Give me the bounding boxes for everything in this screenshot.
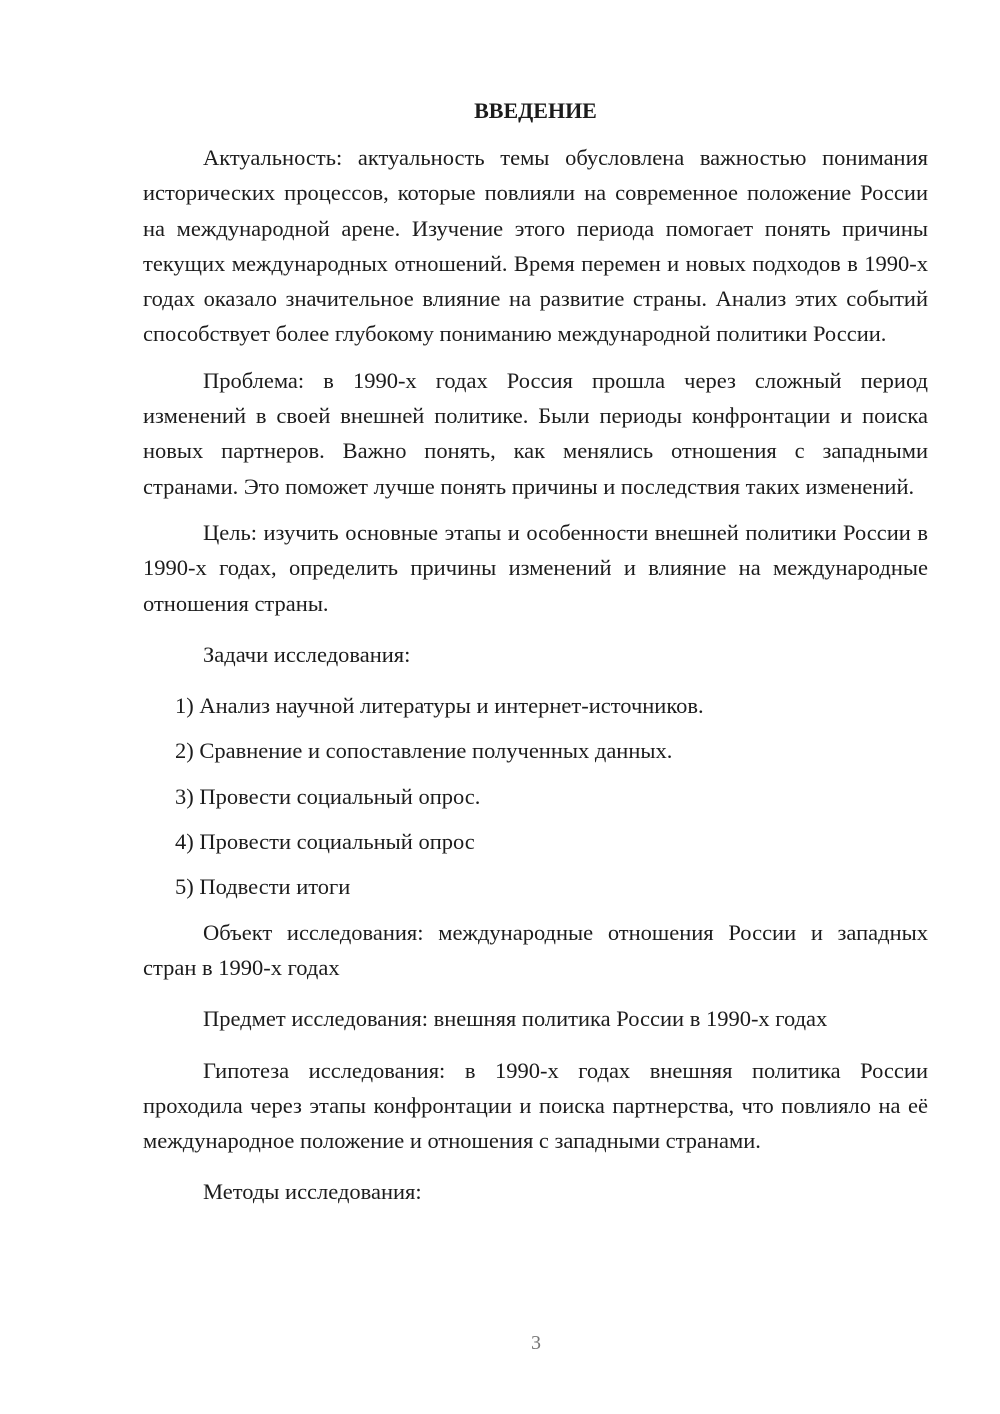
goal-paragraph: Цель: изучить основные этапы и особенности внешней политики России в 1990-х годах, определить причины изменений и влияние на международные отношения страны.: [143, 519, 928, 616]
task-item: 1) Анализ научной литературы и интернет-источников.: [175, 693, 704, 719]
subject-paragraph: Предмет исследования: внешняя политика России в 1990-х годах: [203, 1006, 828, 1032]
tasks-list: [143, 688, 928, 904]
task-item: 5) Подвести итоги: [175, 874, 351, 900]
relevance-paragraph: Актуальность: актуальность темы обусловлена важностью понимания исторических процессов, которые повлияли на современное положение России на международной арене. Изучение этого периода помогает понять причины текущих международных отношений. Время перемен и новых подходов в 1990-х годах оказало значительное влияние на развитие страны. Анализ этих событий способствует более глубокому пониманию международной политики России.: [143, 145, 928, 347]
methods-paragraph: Методы исследования:: [203, 1179, 422, 1205]
page-content: [143, 96, 928, 1221]
problem-paragraph: Проблема: в 1990-х годах Россия прошла через сложный период изменений в своей внешней политике. Были периоды конфронтации и поиска новых партнеров. Важно понять, как менялись отношения с западными странами. Это поможет лучше понять причины и последствия таких изменений.: [143, 367, 928, 499]
task-item: 2) Сравнение и сопоставление полученных данных.: [175, 738, 673, 764]
section-title: ВВЕДЕНИЕ: [474, 98, 597, 123]
task-item: 4) Провести социальный опрос: [175, 829, 475, 855]
task-item: 3) Провести социальный опрос.: [175, 783, 481, 809]
tasks-heading: Задачи исследования:: [203, 641, 411, 667]
object-paragraph: Объект исследования: международные отношения России и западных стран в 1990-х годах: [143, 919, 928, 980]
page-number: 3: [531, 1332, 541, 1354]
hypothesis-paragraph: Гипотеза исследования: в 1990-х годах внешняя политика России проходила через этапы конфронтации и поиска партнерства, что повлияло на её международное положение и отношения с западными странами.: [143, 1057, 928, 1154]
